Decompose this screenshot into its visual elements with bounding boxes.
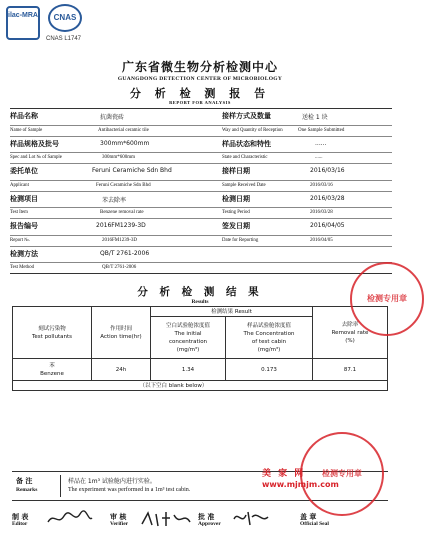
client-label: 委托单位	[10, 167, 38, 175]
test-date-value-en: 2016/03/28	[310, 210, 333, 215]
time-cell: 24h	[92, 359, 151, 381]
info-row	[10, 109, 392, 126]
report-title-en: REPORT FOR ANALYSIS	[169, 100, 231, 105]
spec-label: 样品规格及批号	[10, 139, 59, 148]
watermark-site-name: 美 家 网	[262, 469, 306, 479]
report-title-cn: 分 析 检 测 报 告	[129, 87, 271, 100]
receive-date-label: 接样日期	[222, 167, 250, 175]
col-pollutant-header: 刻试污染物 Test pollutants	[13, 307, 92, 359]
receive-way-value-en: One Sample Submitted	[298, 127, 345, 133]
results-title-cn: 分 析 检 测 结 果	[137, 286, 263, 298]
verifier-signature	[140, 510, 192, 528]
issue-date-value-en: 2016/04/05	[310, 237, 333, 243]
watermark-url: www.mjmjm.com	[262, 480, 339, 489]
state-label: 样品状态和特性	[222, 139, 271, 148]
sample-name-label: 样品名称	[10, 112, 38, 120]
report-no-value: 2016FM1239-3D	[96, 222, 146, 229]
test-item-value-en: Benzene removal rate	[100, 210, 144, 215]
info-row	[10, 126, 392, 137]
pollutant-cell: 苯 Benzene	[13, 359, 92, 381]
issue-date-label-en: Date for Reporting	[222, 237, 259, 243]
state-value-en: ......	[315, 155, 323, 160]
info-row	[10, 137, 392, 154]
state-label-en: State and Characteristic	[222, 155, 268, 160]
editor-signature	[46, 510, 94, 528]
info-row	[10, 153, 392, 164]
info-row	[10, 208, 392, 219]
method-label: 检测方法	[10, 249, 38, 258]
info-row	[10, 164, 392, 181]
blank-below-note: （以下空白 blank below）	[92, 381, 388, 391]
receive-way-label: 接样方式及数量	[222, 112, 271, 120]
editor-label-en: Editor	[12, 521, 28, 527]
sample-info-table	[10, 108, 392, 274]
sample-name-label-en: Name of Sample	[10, 127, 43, 133]
method-value: QB/T 2761-2006	[100, 249, 150, 257]
official-seal-stamp-top: 检测专用章	[350, 262, 424, 336]
report-no-label-en: Report №.	[10, 237, 31, 243]
remarks-text-en: The experiment was performed in a 1m³ test cabin.	[68, 487, 191, 493]
verifier-label: 审 核	[110, 513, 127, 521]
spec-label-en: Spec and Lot № of Sample	[10, 155, 62, 160]
test-date-label: 检测日期	[222, 194, 250, 203]
receive-way-value: 送检 1 块	[302, 114, 328, 121]
col-time-header: 作用时间 Action time(hr)	[92, 307, 151, 359]
info-row	[10, 236, 392, 247]
info-row	[10, 192, 392, 209]
sample-name-value-en: Antibacterial ceramic tile	[98, 127, 149, 133]
client-value-en: Feruni Ceramiche Sdn Bhd	[96, 182, 151, 188]
verifier-label-en: Verifier	[110, 521, 129, 527]
seal-label: 盖 章	[300, 513, 317, 521]
editor-label: 制 表	[12, 513, 29, 521]
center-title-en: GUANGDONG DETECTION CENTER OF MICROBIOLOGY	[117, 76, 283, 82]
client-label-en: Applicant	[10, 182, 29, 188]
issue-date-label: 签发日期	[222, 222, 250, 230]
approver-label: 批 准	[198, 513, 215, 521]
removal-cell: 87.1	[313, 359, 388, 381]
result-group-header: 检测结果 Result	[151, 307, 313, 317]
official-seal-stamp-bottom: 检测专用章	[300, 432, 384, 516]
method-value-en: QB/T 2761-2006	[102, 265, 137, 270]
state-value: ......	[315, 139, 327, 147]
remarks-label-cn: 备 注	[16, 477, 33, 485]
client-value: Feruni Ceramiche Sdn Bhd	[92, 167, 172, 174]
remarks-label-en: Remarks	[16, 487, 38, 493]
receive-date-label-en: Sample Received Date	[222, 182, 266, 188]
initial-cell: 1.34	[151, 359, 226, 381]
report-no-label: 报告编号	[10, 222, 38, 230]
results-title-en: Results	[191, 299, 209, 305]
ilac-mra-logo: ilac-MRA	[6, 6, 40, 40]
info-row	[10, 247, 392, 264]
center-title-cn: 广东省微生物分析检测中心	[121, 60, 278, 74]
receive-way-label-en: Way and Quantity of Reception	[222, 127, 283, 133]
col-test-header: 样品试验舱浓度值 The Concentration of test cabin (mg/m³)	[226, 317, 313, 359]
receive-date-value-en: 2016/03/16	[310, 182, 333, 188]
test-item-label-en: Test Item	[10, 210, 28, 215]
info-row	[10, 263, 392, 274]
table-row	[13, 359, 388, 381]
cnas-number: CNAS L1747	[46, 36, 82, 42]
seal-label-en: Official Seal	[300, 521, 329, 527]
approver-label-en: Approver	[198, 521, 221, 527]
col-removal-header: 去除率 Removal rate (%)	[313, 307, 388, 359]
col-initial-header: 空白试验舱浓度值 The initial concentration (mg/m³)	[151, 317, 226, 359]
results-table	[12, 306, 388, 391]
report-no-value-en: 2016FM1239-3D	[102, 237, 138, 243]
spec-value: 300mm*600mm	[100, 139, 150, 147]
method-label-en: Test Method	[10, 265, 35, 270]
test-date-value: 2016/03/28	[310, 194, 345, 202]
spec-value-en: 300mm*600mm	[102, 155, 136, 160]
cnas-logo: CNAS	[48, 4, 82, 32]
test-item-label: 检测项目	[10, 194, 38, 203]
remarks-text-cn: 样品在 1m³ 试验舱内进行实验。	[68, 478, 156, 485]
approver-signature	[232, 509, 272, 527]
sample-name-value: 抗菌瓷砖	[100, 114, 125, 121]
blank-cell	[13, 381, 92, 391]
test-cell: 0.173	[226, 359, 313, 381]
receive-date-value: 2016/03/16	[310, 167, 345, 174]
issue-date-value: 2016/04/05	[310, 222, 345, 229]
info-row	[10, 219, 392, 236]
test-item-value: 苯去除率	[102, 196, 127, 204]
test-date-label-en: Testing Period	[222, 210, 250, 215]
info-row	[10, 181, 392, 192]
remarks-divider	[60, 475, 61, 497]
